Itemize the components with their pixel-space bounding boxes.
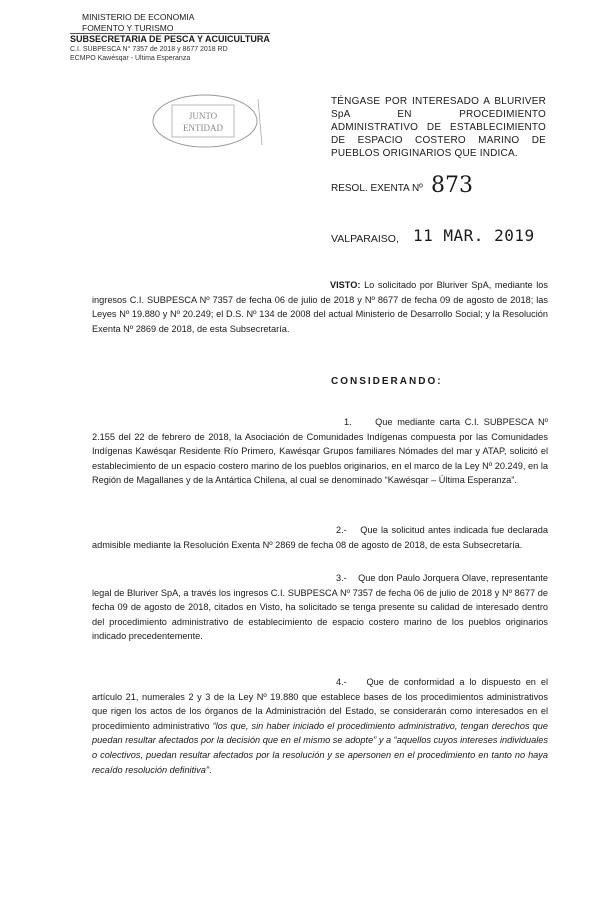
letterhead: [70, 12, 270, 63]
reference-line: C.I. SUBPESCA N° 7357 de 2018 y 8677 2018 RD: [70, 45, 228, 53]
item-quote: “los que, sin haber iniciado el procedimiento administrativo, tengan derechos que puedan resultar afectados por la decisión que en el mismo se adopte” y a “aquellos cuyos intereses individuales o colectivos, puedan resultar afectados por la resolución y se apersonen en el procedimiento en tanto no haya recaído resolución definitiva”: [92, 720, 548, 775]
document-title: TÉNGASE POR INTERESADO A BLURIVER SpA EN PROCEDIMIENTO ADMINISTRATIVO DE ESTABLECIMIENTO DE ESPACIO COSTERO MARINO DE PUEBLOS ORIGINARIOS QUE INDICA.: [331, 96, 546, 159]
item-text: Que don Paulo Jorquera Olave, representante legal de Bluriver SpA, a través los ingresos C.I. SUBPESCA Nº 7357 de fecha 06 de julio de 2018 y Nº 8677 de fecha 09 de agosto de 2018, citados en Visto, ha solicitado se tenga presente su calidad de interesado dentro del procedimiento administrativo de establecimiento de espacio costero marino de los pueblos originarios indicado precedentemente.: [92, 573, 548, 642]
visto-text: Lo solicitado por Bluriver SpA, mediante los ingresos C.I. SUBPESCA Nº 7357 de fecha 06 de julio de 2018 y Nº 8677 de fecha 09 de agosto de 2018; las Leyes Nº 19.880 y Nº 20.249; el D.S. Nº 134 de 2008 del actual Ministerio de Desarrollo Social; y la Resolución Exenta Nº 2869 de 2018, de esta Subsecretaría.: [92, 280, 548, 334]
resolution-label: RESOL. EXENTA Nº: [331, 183, 423, 194]
ecmpo-line: ECMPO Kawésqar - Ultima Esperanza: [70, 54, 191, 62]
considerando-item-2: [92, 523, 548, 552]
visto-label: VISTO:: [330, 280, 361, 290]
visto-paragraph: [92, 278, 548, 336]
item-number: 3.-: [336, 573, 347, 583]
official-stamp: [150, 93, 270, 151]
ministry-line-2: FOMENTO Y TURISMO: [82, 22, 174, 33]
item-number: 4.-: [336, 677, 347, 687]
stamp-text-2: ENTIDAD: [183, 123, 223, 133]
stamp-text-1: JUNTO: [188, 111, 218, 121]
subsecretaria-line: SUBSECRETARIA DE PESCA Y ACUICULTURA: [70, 34, 270, 44]
considerando-item-4: [92, 675, 548, 777]
resolution-number: 873: [431, 173, 473, 198]
considerando-heading: CONSIDERANDO:: [331, 376, 443, 387]
considerando-item-3: [92, 571, 548, 644]
item-text: Que mediante carta C.I. SUBPESCA Nº 2.155 del 22 de febrero de 2018, la Asociación de Comunidades Indígenas compuesta por las Comunidades Indígenas Kawésqar Residente Río Primero, Kawésqar Grupos familiares Nómades del mar y ATAP, solicitó el establecimiento de un espacio costero marino de los pueblos originarios, en el marco de la Ley Nº 20.249, en la Región de Magallanes y de la Antártica Chilena, al cual se denominado “Kawésqar – Última Esperanza”.: [92, 417, 548, 486]
considerando-item-1: [92, 415, 548, 488]
place: VALPARAISO,: [331, 233, 399, 245]
date-stamp: 11 MAR. 2019: [413, 226, 535, 245]
item-text-end: .: [208, 764, 212, 775]
ministry-line: MINISTERIO DE ECONOMIA: [82, 12, 195, 22]
item-number: 1.: [344, 417, 352, 427]
item-text: Que de conformidad a lo dispuesto en el artículo 21, numerales 2 y 3 de la Ley Nº 19.880 que establece bases de los procedimientos administrativos que rigen los actos de los órganos de la Administración del Estado, se considerarán como interesados en el procedimiento administrativo: [92, 677, 548, 731]
item-text: Que la solicitud antes indicada fue declarada admisible mediante la Resolución Exenta Nº 2869 de fecha 08 de agosto de 2018, de esta Subsecretaría.: [92, 525, 548, 550]
item-number: 2.-: [336, 525, 347, 535]
